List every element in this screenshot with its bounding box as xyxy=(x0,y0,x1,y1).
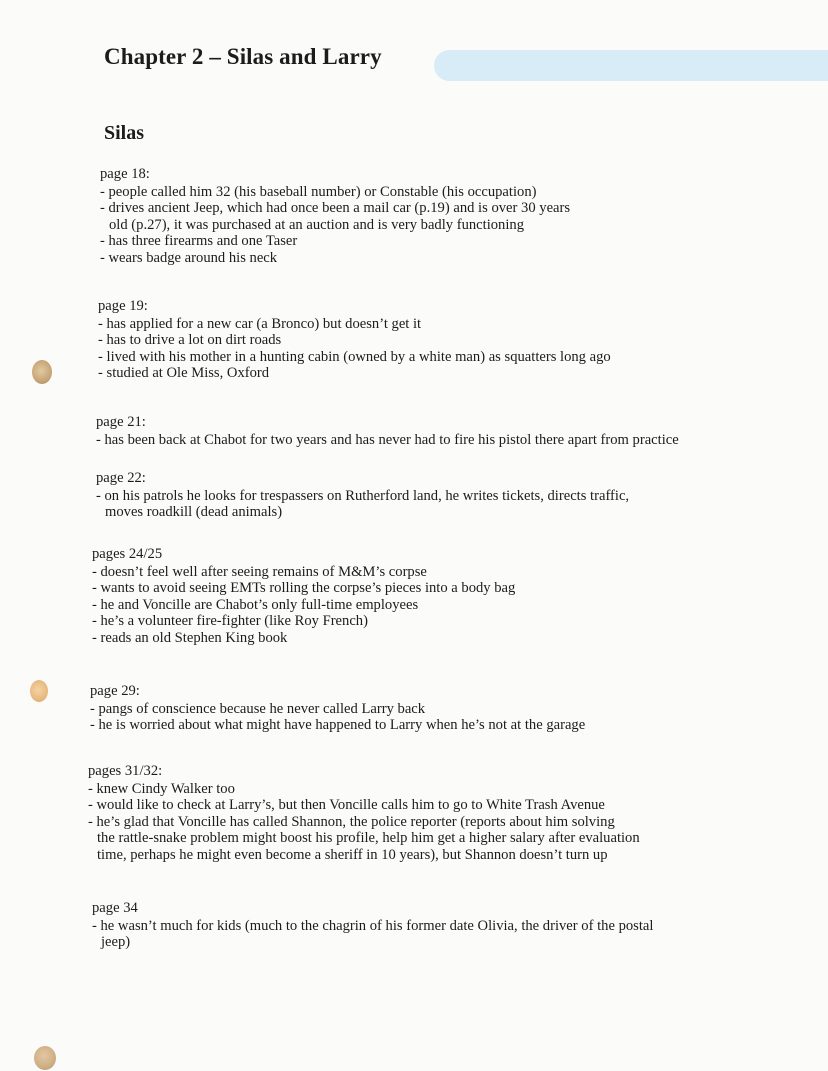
notes-page-18 xyxy=(100,166,570,266)
note-line: - he’s a volunteer fire-fighter (like Roy French) xyxy=(92,613,368,629)
note-line: - pangs of conscience because he never called Larry back xyxy=(90,700,426,717)
note-line: - studied at Ole Miss, Oxford xyxy=(98,365,270,381)
notes-page-29 xyxy=(90,683,585,734)
note-line: - he’s glad that Voncille has called Shannon, the police reporter (reports about him solving xyxy=(88,813,615,830)
note-line: - has applied for a new car (a Bronco) but doesn’t get it xyxy=(98,315,422,332)
note-line: moves roadkill (dead animals) xyxy=(105,504,283,520)
punch-hole xyxy=(34,1046,56,1070)
page-label: page 21: xyxy=(96,414,146,430)
notes-pages-24-25 xyxy=(92,546,515,646)
page-label: page 34 xyxy=(92,900,138,916)
note-line: - would like to check at Larry’s, but then Voncille calls him to go to White Trash Avenue xyxy=(88,797,605,813)
note-line: - wears badge around his neck xyxy=(100,249,278,266)
punch-hole xyxy=(30,680,48,702)
notes-page-34 xyxy=(92,900,653,951)
notes-page-21 xyxy=(96,414,679,448)
page-label: page 19: xyxy=(98,298,148,314)
note-line: - has three firearms and one Taser xyxy=(100,233,298,249)
page-label: pages 31/32: xyxy=(88,763,163,779)
note-line: - knew Cindy Walker too xyxy=(88,780,235,797)
page-label: page 22: xyxy=(96,470,146,486)
note-line: - wants to avoid seeing EMTs rolling the corpse’s pieces into a body bag xyxy=(92,580,516,596)
note-line: old (p.27), it was purchased at an auction and is very badly functioning xyxy=(109,216,525,233)
note-line: - he and Voncille are Chabot’s only full-time employees xyxy=(92,596,419,613)
note-line: - has been back at Chabot for two years and has never had to fire his pistol there apart from practice xyxy=(96,431,679,448)
note-line: jeep) xyxy=(101,934,131,950)
notes-page-22 xyxy=(96,470,629,521)
note-line: - on his patrols he looks for trespassers on Rutherford land, he writes tickets, directs traffic, xyxy=(96,487,630,504)
note-line: - he wasn’t much for kids (much to the chagrin of his former date Olivia, the driver of the postal xyxy=(92,917,654,934)
note-line: - reads an old Stephen King book xyxy=(92,629,288,646)
note-line: - people called him 32 (his baseball number) or Constable (his occupation) xyxy=(100,183,537,200)
page-label: pages 24/25 xyxy=(92,546,163,562)
note-line: - he is worried about what might have happened to Larry when he’s not at the garage xyxy=(90,717,586,733)
note-line: the rattle-snake problem might boost his profile, help him get a higher salary after evaluation xyxy=(97,830,640,846)
note-line: - has to drive a lot on dirt roads xyxy=(98,332,282,348)
title-highlight xyxy=(434,50,828,81)
page-label: page 29: xyxy=(90,683,140,699)
notes-page-19 xyxy=(98,298,611,382)
section-heading: Silas xyxy=(104,122,145,144)
punch-hole xyxy=(32,360,52,384)
note-line: - drives ancient Jeep, which had once been a mail car (p.19) and is over 30 years xyxy=(100,200,571,216)
note-line: - lived with his mother in a hunting cabin (owned by a white man) as squatters long ago xyxy=(98,348,611,365)
note-line: time, perhaps he might even become a sheriff in 10 years), but Shannon doesn’t turn up xyxy=(97,846,608,863)
notes-pages-31-32 xyxy=(88,763,640,863)
page-label: page 18: xyxy=(100,166,150,182)
note-line: - doesn’t feel well after seeing remains of M&M’s corpse xyxy=(92,563,427,580)
chapter-title: Chapter 2 – Silas and Larry xyxy=(104,44,382,69)
